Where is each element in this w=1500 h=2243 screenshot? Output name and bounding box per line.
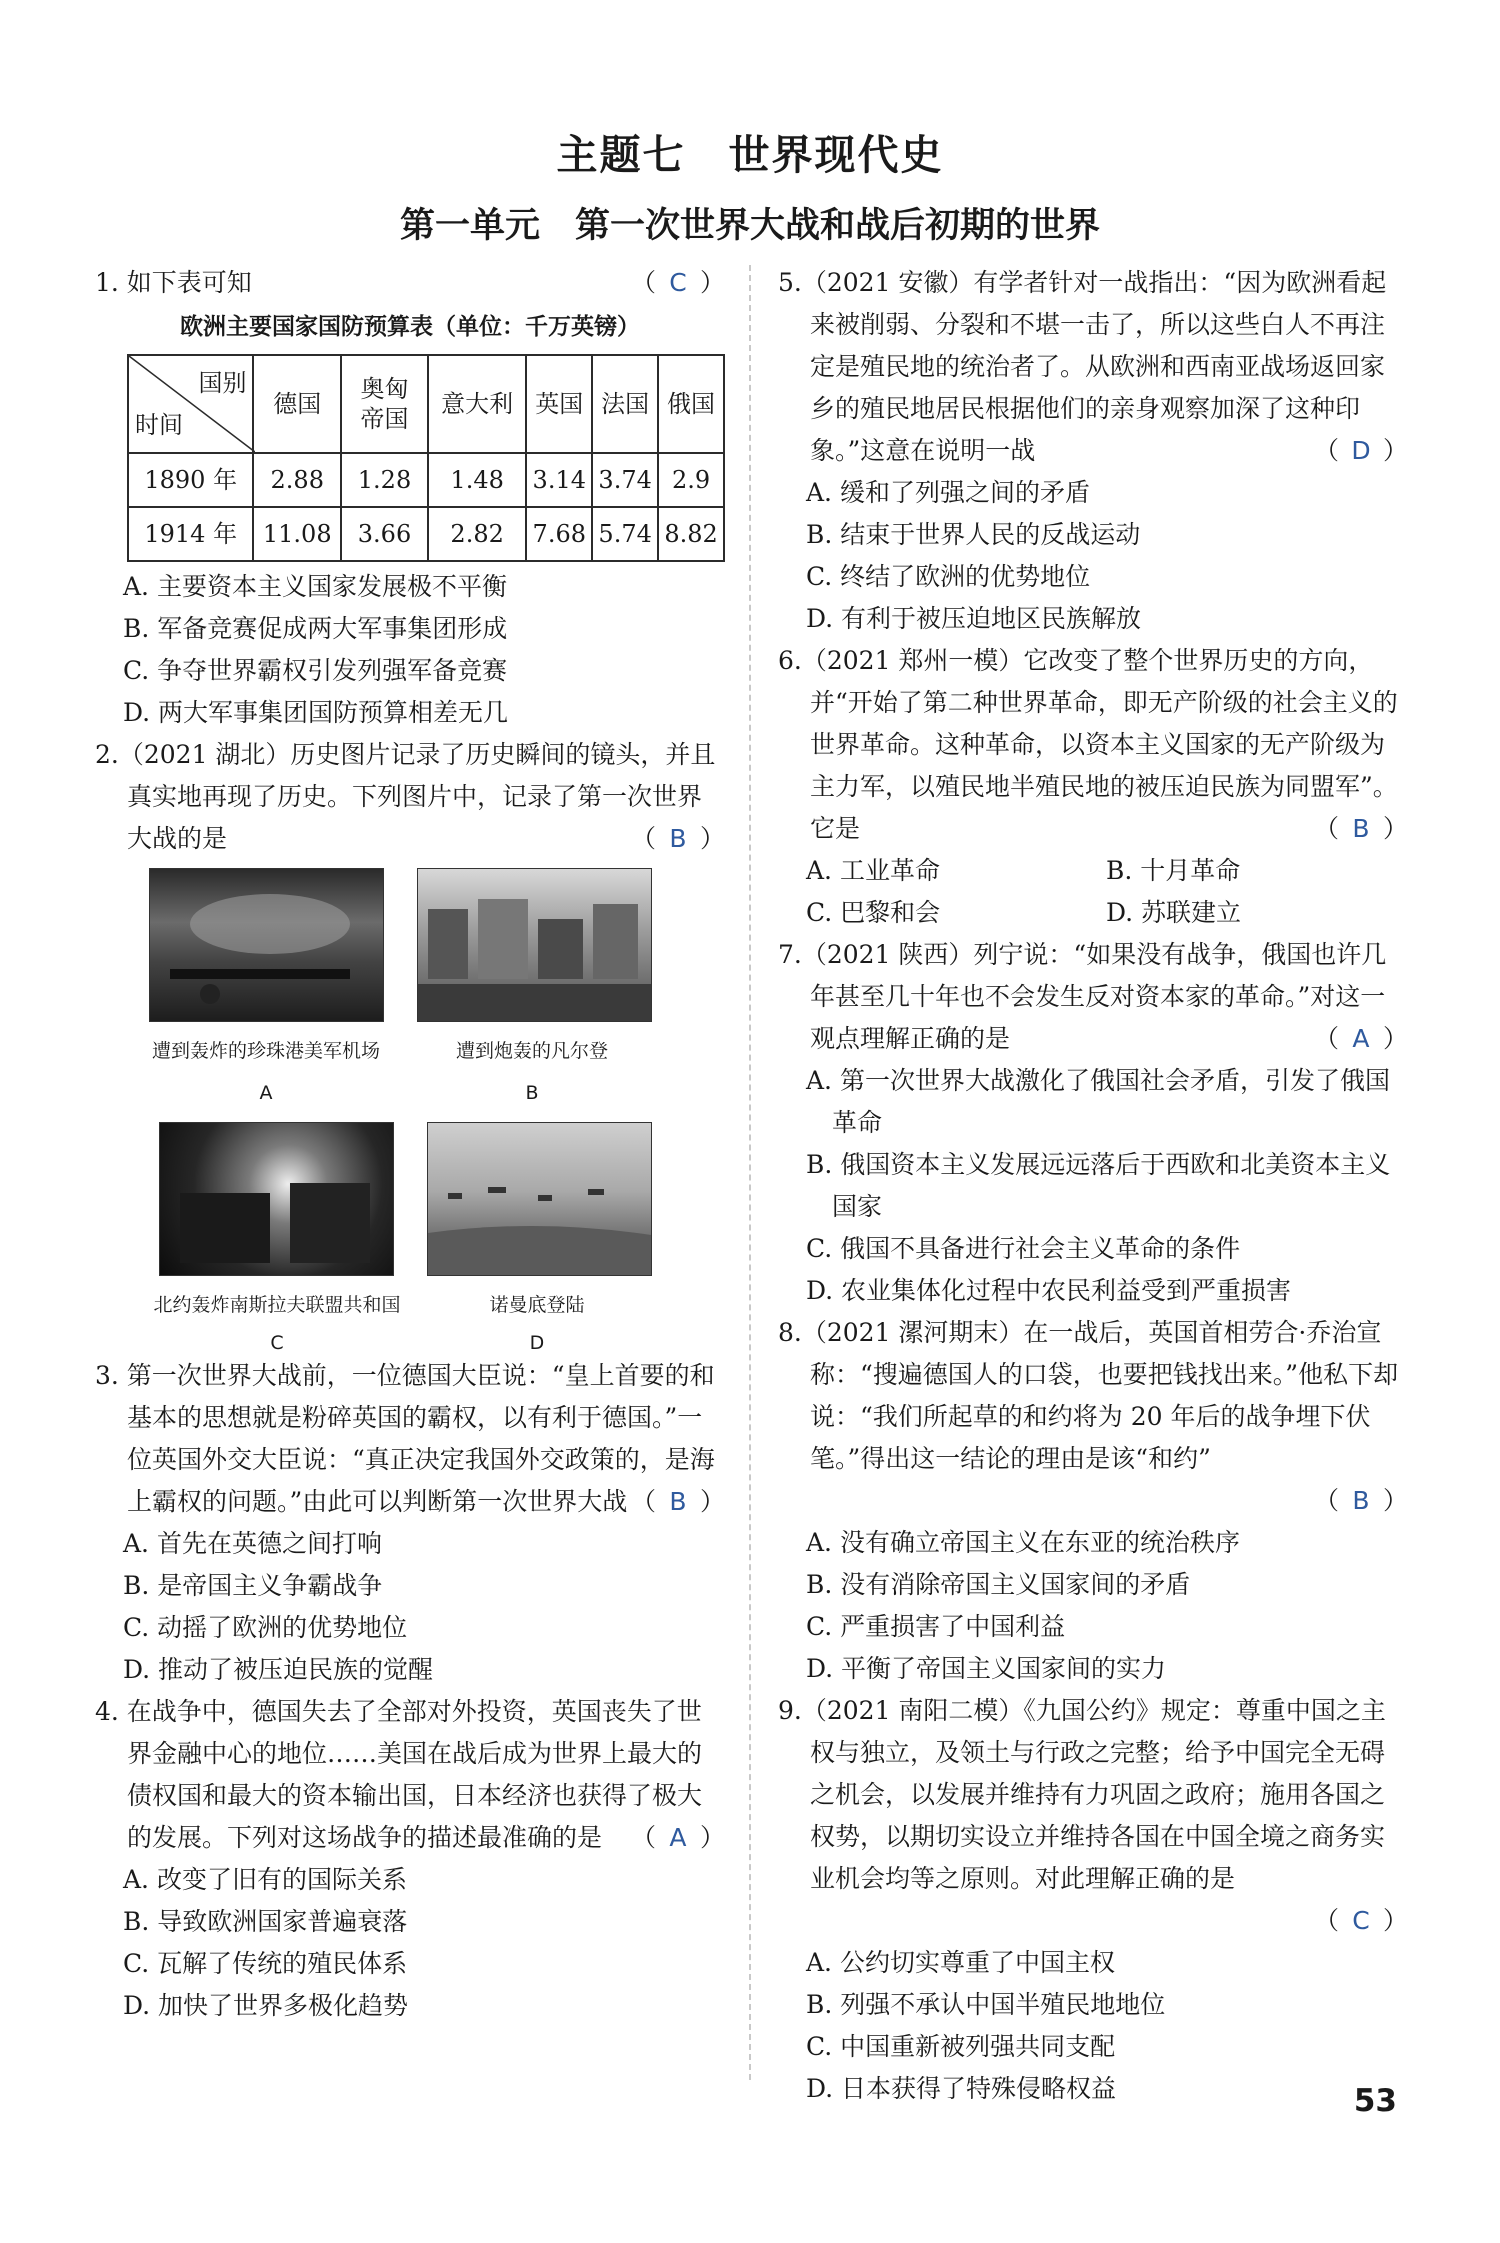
table-cell: 2.9 [658, 453, 724, 507]
option-d: D. 两大军事集团国防预算相差无几 [123, 698, 509, 727]
option-c: C. 瓦解了传统的殖民体系 [123, 1949, 408, 1978]
question-1 [95, 262, 725, 734]
option-b: B. 是帝国主义争霸战争 [123, 1571, 383, 1600]
option-b: B. 结束于世界人民的反战运动 [806, 520, 1141, 549]
question-3 [95, 1355, 725, 1691]
option-b: B. 导致欧洲国家普遍衰落 [123, 1907, 408, 1936]
photo-caption-d: 诺曼底登陆 [489, 1294, 585, 1316]
table-title: 欧洲主要国家国防预算表（单位：千万英镑） [180, 314, 640, 340]
table-corner-cell [128, 355, 253, 453]
question-5 [778, 262, 1408, 640]
answer-letter: B [1352, 814, 1370, 843]
answer-blank: （ C ） [1314, 1900, 1408, 1942]
option-d: D. 农业集体化过程中农民利益受到严重损害 [806, 1276, 1292, 1305]
question-stem: 7.（2021 陕西）列宁说：“如果没有战争，俄国也许几年甚至几十年也不会发生反对资本家的革命。”对这一观点理解正确的是 [778, 940, 1387, 1053]
answer-blank: （ C ） [631, 262, 725, 304]
answer-letter: B [669, 1487, 687, 1516]
table-cell: 3.14 [526, 453, 592, 507]
question-8 [778, 1312, 1408, 1690]
question-stem: 4. 在战争中，德国失去了全部对外投资，英国丧失了世界金融中心的地位……美国在战后成为世界上最大的债权国和最大的资本输出国，日本经济也获得了极大的发展。下列对这场战争的描述最准确的是 [95, 1697, 703, 1852]
row-year: 1914 年 [128, 507, 253, 561]
question-7 [778, 934, 1408, 1312]
question-6 [778, 640, 1408, 934]
photo-caption-c: 北约轰炸南斯拉夫联盟共和国 [153, 1294, 401, 1316]
option-c: C. 动摇了欧洲的优势地位 [123, 1613, 408, 1642]
option-c: C. 俄国不具备进行社会主义革命的条件 [806, 1234, 1241, 1263]
table-cell: 7.68 [526, 507, 592, 561]
photo-nato-bombing [159, 1122, 394, 1276]
option-a: A. 主要资本主义国家发展极不平衡 [123, 572, 507, 601]
answer-letter: D [1351, 436, 1371, 465]
option-d: D. 平衡了帝国主义国家间的实力 [806, 1654, 1167, 1683]
option-d: D. 苏联建立 [1106, 898, 1242, 927]
table-cell: 1.48 [428, 453, 526, 507]
question-stem: 2.（2021 湖北）历史图片记录了历史瞬间的镜头，并且真实地再现了历史。下列图片中，记录了第一次世界大战的是 [95, 740, 716, 853]
table-cell: 2.82 [428, 507, 526, 561]
question-stem: 5.（2021 安徽）有学者针对一战指出：“因为欧洲看起来被削弱、分裂和不堪一击了，所以这些白人不再注定是殖民地的统治者了。从欧洲和西南亚战场返回家乡的殖民地居民根据他们的亲身观察加深了这种印象。”这意在说明一战 [778, 268, 1387, 465]
column-divider [749, 265, 751, 2080]
answer-blank: （ A ） [631, 1817, 725, 1859]
question-stem: 9.（2021 南阳二模）《九国公约》规定：尊重中国之主权与独立，及领土与行政之完整；给予中国完全无碍之机会，以发展并维持有力巩固之政府；施用各国之权势，以期切实设立并维持各国在中国全境之商务实业机会均等之原则。对此理解正确的是 [778, 1696, 1386, 1893]
option-c: C. 争夺世界霸权引发列强军备竞赛 [123, 656, 508, 685]
option-c: C. 终结了欧洲的优势地位 [806, 562, 1091, 591]
option-b: B. 没有消除帝国主义国家间的矛盾 [806, 1570, 1191, 1599]
header-cell: 俄国 [658, 355, 724, 453]
answer-letter: B [669, 824, 687, 853]
answer-blank: （ B ） [1314, 808, 1408, 850]
option-a: A. 缓和了列强之间的矛盾 [806, 478, 1090, 507]
answer-blank: （ B ） [631, 818, 725, 860]
question-stem: 1. 如下表可知 [95, 268, 252, 297]
option-b: B. 列强不承认中国半殖民地地位 [806, 1990, 1166, 2019]
answer-blank: （ A ） [1314, 1018, 1408, 1060]
option-c: C. 中国重新被列强共同支配 [806, 2032, 1116, 2061]
header-cell: 意大利 [428, 355, 526, 453]
photo-letter-d: D [529, 1332, 545, 1354]
table-cell: 3.66 [341, 507, 428, 561]
answer-letter: A [1352, 1024, 1370, 1053]
option-a: A. 改变了旧有的国际关系 [123, 1865, 407, 1894]
question-stem: 6.（2021 郑州一模）它改变了整个世界历史的方向，并“开始了第二种世界革命，即无产阶级的社会主义的世界革命。这种革命，以资本主义国家的无产阶级为主力军，以殖民地半殖民地的被压迫民族为同盟军”。它是 [778, 646, 1398, 843]
question-stem: 8.（2021 漯河期末）在一战后，英国首相劳合·乔治宣称：“搜遍德国人的口袋，也要把钱找出来。”他私下却说：“我们所起草的和约将为 20 年后的战争埋下伏笔。”得出这一结论的理由是该“和约” [778, 1318, 1399, 1473]
answer-letter: A [669, 1823, 687, 1852]
table-cell: 11.08 [253, 507, 341, 561]
photo-grid [127, 860, 725, 1355]
option-a: A. 没有确立帝国主义在东亚的统治秩序 [806, 1528, 1240, 1557]
header-cell: 英国 [526, 355, 592, 453]
page-number: 53 [1353, 2083, 1397, 2119]
photo-normandy [427, 1122, 652, 1276]
option-a: A. 公约切实尊重了中国主权 [806, 1948, 1115, 1977]
photo-letter-c: C [270, 1332, 284, 1354]
option-d: D. 有利于被压迫地区民族解放 [806, 604, 1142, 633]
photo-caption-b: 遭到炮轰的凡尔登 [455, 1040, 608, 1062]
header-cell: 德国 [253, 355, 341, 453]
table-cell: 2.88 [253, 453, 341, 507]
option-b: B. 十月革命 [1106, 856, 1241, 885]
unit-subtitle: 第一单元 第一次世界大战和战后初期的世界 [399, 206, 1100, 246]
option-b: B. 俄国资本主义发展远远落后于西欧和北美资本主义国家 [806, 1150, 1391, 1221]
defense-budget-table [127, 354, 725, 562]
header-country-label: 国别 [198, 369, 247, 397]
photo-letter-b: B [525, 1082, 539, 1104]
photo-verdun [417, 868, 652, 1022]
table-cell: 5.74 [592, 507, 658, 561]
page-title: 主题七 世界现代史 [556, 131, 944, 179]
question-2 [95, 734, 725, 1355]
answer-letter: B [1352, 1486, 1370, 1515]
question-4 [95, 1691, 725, 2027]
option-c: C. 巴黎和会 [806, 898, 941, 927]
photo-letter-a: A [259, 1082, 273, 1104]
answer-letter: C [669, 268, 687, 297]
table-cell: 3.74 [592, 453, 658, 507]
header-cell: 法国 [592, 355, 658, 453]
left-column [95, 262, 725, 2027]
question-9 [778, 1690, 1408, 2110]
row-year: 1890 年 [128, 453, 253, 507]
option-d: D. 推动了被压迫民族的觉醒 [123, 1655, 434, 1684]
question-stem: 3. 第一次世界大战前，一位德国大臣说：“皇上首要的和基本的思想就是粉碎英国的霸权，以有利于德国。”一位英国外交大臣说：“真正决定我国外交政策的，是海上霸权的问题。”由此可以判断第一次世界大战 [95, 1361, 715, 1516]
table-cell: 8.82 [658, 507, 724, 561]
option-a: A. 首先在英德之间打响 [123, 1529, 382, 1558]
photo-caption-a: 遭到轰炸的珍珠港美军机场 [151, 1040, 380, 1062]
right-column [778, 262, 1408, 2110]
answer-letter: C [1352, 1906, 1370, 1935]
photo-pearl-harbor [149, 868, 384, 1022]
header-cell: 奥匈 帝国 [341, 355, 428, 453]
option-b: B. 军备竞赛促成两大军事集团形成 [123, 614, 508, 643]
header-time-label: 时间 [135, 411, 183, 439]
answer-blank: （ B ） [1314, 1480, 1408, 1522]
option-d: D. 加快了世界多极化趋势 [123, 1991, 409, 2020]
table-row [128, 453, 724, 507]
answer-blank: （ B ） [631, 1481, 725, 1523]
option-a: A. 工业革命 [806, 856, 940, 885]
answer-blank: （ D ） [1314, 430, 1408, 472]
option-a: A. 第一次世界大战激化了俄国社会矛盾，引发了俄国革命 [806, 1066, 1390, 1137]
table-row [128, 507, 724, 561]
option-d: D. 日本获得了特殊侵略权益 [806, 2074, 1117, 2103]
table-cell: 1.28 [341, 453, 428, 507]
option-c: C. 严重损害了中国利益 [806, 1612, 1066, 1641]
